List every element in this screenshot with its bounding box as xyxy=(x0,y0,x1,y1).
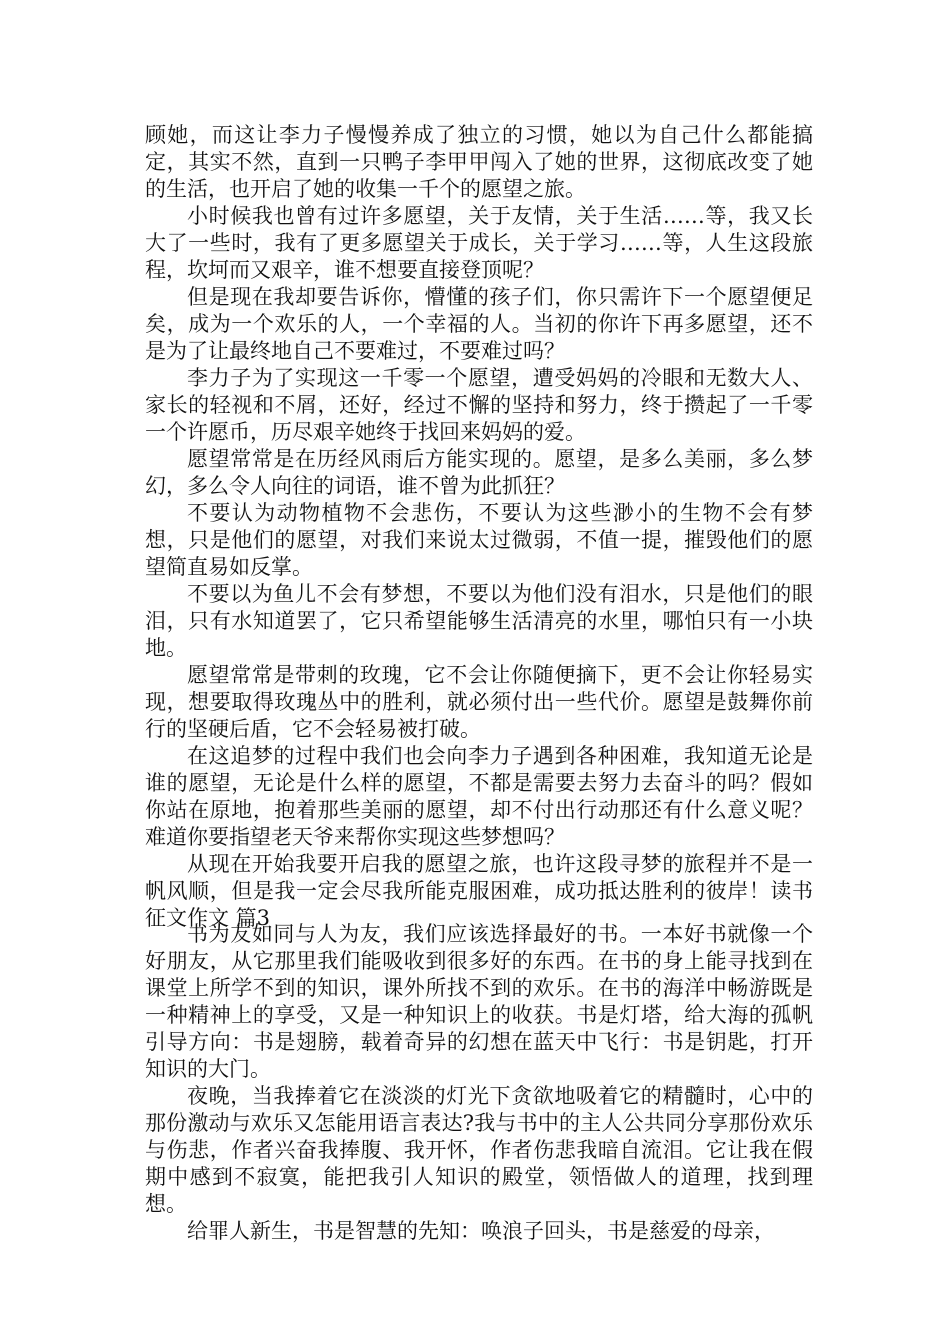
paragraph: 给罪人新生，书是智慧的先知：唤浪子回头，书是慈爱的母亲， xyxy=(187,1219,775,1243)
paragraph: 书为友如同与人为友，我们应该选择最好的书。一本好书就像一个好朋友，从它那里我们能吸收到很多好的东西。在书的身上能寻找到在课堂上所学不到的知识，课外所找不到的欢乐。在书的海洋中畅游既是一种精神上的享受，又是一种知识上的收获。书是灯塔，给大海的孤帆引导方向：书是翅膀，载着奇异的幻想在蓝天中飞行：书是钥匙，打开知识的大门。 xyxy=(145,922,813,1081)
essay-section-upper xyxy=(145,122,813,932)
paragraph: 顾她，而这让李力子慢慢养成了独立的习惯，她以为自己什么都能搞定，其实不然，直到一只鸭子李甲甲闯入了她的世界，这彻底改变了她的生活，也开启了她的收集一千个的愿望之旅。 xyxy=(145,123,813,201)
essay-section-lower xyxy=(145,921,813,1245)
paragraph: 愿望常常是在历经风雨后方能实现的。愿望，是多么美丽，多么梦幻，多么令人向往的词语，谁不曾为此抓狂？ xyxy=(145,447,813,498)
paragraph: 愿望常常是带刺的玫瑰，它不会让你随便摘下，更不会让你轻易实现，想要取得玫瑰丛中的胜利，就必须付出一些代价。愿望是鼓舞你前行的坚硬后盾，它不会轻易被打破。 xyxy=(145,663,813,741)
paragraph: 不要以为鱼儿不会有梦想，不要以为他们没有泪水，只是他们的眼泪，只有水知道罢了，它只希望能够生活清亮的水里，哪怕只有一小块地。 xyxy=(145,582,813,660)
paragraph: 在这追梦的过程中我们也会向李力子遇到各种困难，我知道无论是谁的愿望，无论是什么样的愿望，不都是需要去努力去奋斗的吗？假如你站在原地，抱着那些美丽的愿望，却不付出行动那还有什么意义呢？难道你要指望老天爷来帮你实现这些梦想吗？ xyxy=(145,744,813,849)
paragraph: 小时候我也曾有过许多愿望，关于友情，关于生活……等，我又长大了一些时，我有了更多愿望关于成长，关于学习……等，人生这段旅程，坎坷而又艰辛，谁不想要直接登顶呢？ xyxy=(145,204,813,282)
paragraph: 不要认为动物植物不会悲伤，不要认为这些渺小的生物不会有梦想，只是他们的愿望，对我们来说太过微弱，不值一提，摧毁他们的愿望简直易如反掌。 xyxy=(145,501,813,579)
paragraph: 但是现在我却要告诉你，懵懂的孩子们，你只需许下一个愿望便足矣，成为一个欢乐的人，一个幸福的人。当初的你许下再多愿望，还不是为了让最终地自己不要难过，不要难过吗？ xyxy=(145,285,813,363)
paragraph: 李力子为了实现这一千零一个愿望，遭受妈妈的冷眼和无数大人、家长的轻视和不屑，还好，经过不懈的坚持和努力，终于攒起了一千零一个许愿币，历尽艰辛她终于找回来妈妈的爱。 xyxy=(145,366,813,444)
paragraph: 夜晚，当我捧着它在淡淡的灯光下贪欲地吸着它的精髓时，心中的那份激动与欢乐又怎能用语言表达?我与书中的主人公共同分享那份欢乐与伤悲，作者兴奋我捧腹、我开怀，作者伤悲我暗自流泪。它让我在假期中感到不寂寞，能把我引人知识的殿堂，领悟做人的道理，找到理想。 xyxy=(145,1084,813,1216)
paragraph: 从现在开始我要开启我的愿望之旅，也许这段寻梦的旅程并不是一帆风顺，但是我一定会尽我所能克服困难，成功抵达胜利的彼岸！读书征文作文 篇3 xyxy=(145,852,813,930)
